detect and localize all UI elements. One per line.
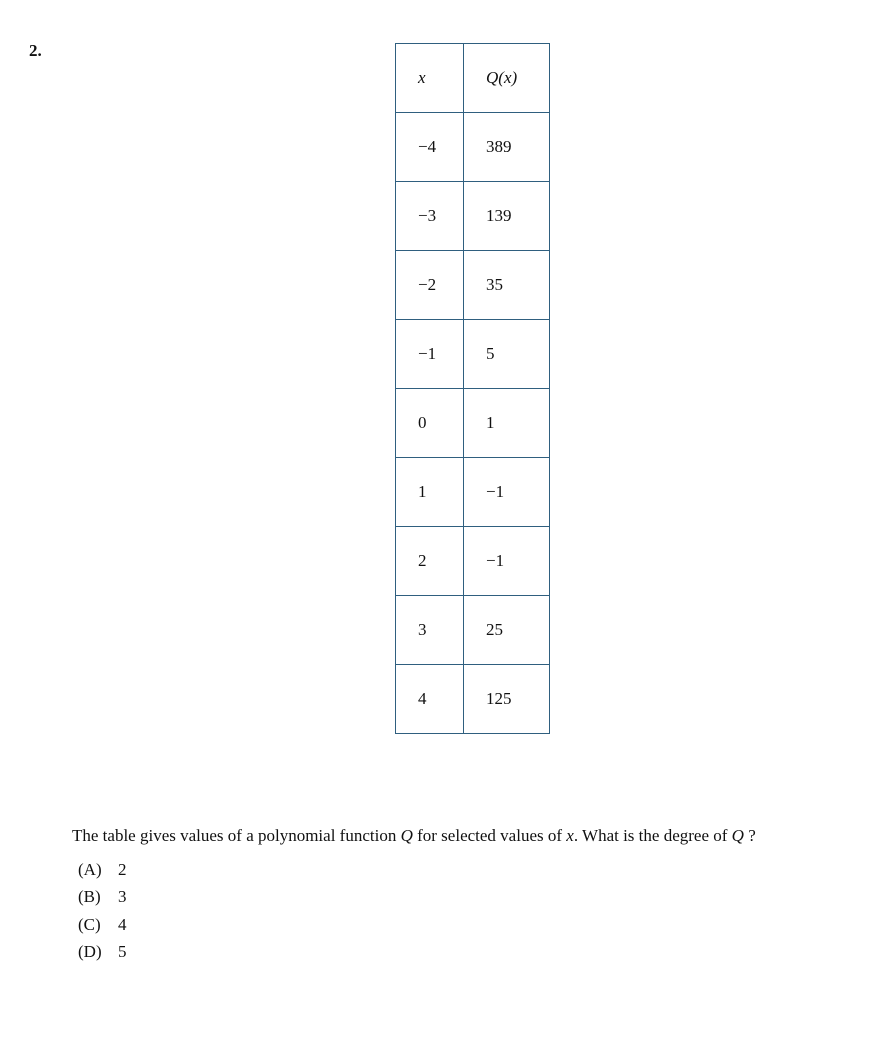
table-row [396, 596, 550, 665]
answer-choices [78, 856, 127, 966]
cell-q: −1 [464, 527, 550, 596]
table-header-row [396, 44, 550, 113]
choice-letter: (C) [78, 914, 101, 934]
cell-x: −3 [396, 182, 464, 251]
question-text [72, 826, 756, 846]
table-row [396, 458, 550, 527]
choice-letter: (B) [78, 887, 101, 907]
cell-x: 2 [396, 527, 464, 596]
table-row [396, 665, 550, 734]
cell-x: −1 [396, 320, 464, 389]
choice-value: 2 [118, 859, 127, 879]
choice-letter: (A) [78, 859, 102, 879]
choice-letter: (D) [78, 942, 102, 962]
cell-x: −2 [396, 251, 464, 320]
cell-x: 3 [396, 596, 464, 665]
answer-choice-b[interactable] [78, 884, 127, 912]
cell-q: 125 [464, 665, 550, 734]
cell-q: −1 [464, 458, 550, 527]
table-row [396, 527, 550, 596]
answer-choice-c[interactable] [78, 911, 127, 939]
choice-value: 3 [118, 887, 127, 907]
choice-value: 5 [118, 942, 127, 962]
value-table [395, 43, 550, 734]
variable-q: Q [400, 826, 413, 845]
question-number: 2. [29, 41, 42, 60]
cell-q: 1 [464, 389, 550, 458]
cell-x: 4 [396, 665, 464, 734]
question-text-part: for selected values of [412, 826, 567, 845]
table-row [396, 320, 550, 389]
cell-q: 139 [464, 182, 550, 251]
answer-choice-a[interactable] [78, 856, 127, 884]
answer-choice-d[interactable] [78, 939, 127, 967]
table-row [396, 182, 550, 251]
choice-value: 4 [118, 914, 127, 934]
header-q: Q(x) [464, 44, 550, 113]
table-row [396, 389, 550, 458]
question-text-part: The table gives values of a polynomial function [72, 826, 401, 845]
table-row [396, 251, 550, 320]
variable-x: x [566, 826, 574, 845]
cell-x: 0 [396, 389, 464, 458]
table-row [396, 113, 550, 182]
cell-q: 389 [464, 113, 550, 182]
cell-q: 35 [464, 251, 550, 320]
cell-x: 1 [396, 458, 464, 527]
cell-q: 25 [464, 596, 550, 665]
question-text-part: ? [743, 826, 756, 845]
variable-q: Q [731, 826, 744, 845]
header-x: x [396, 44, 464, 113]
cell-x: −4 [396, 113, 464, 182]
cell-q: 5 [464, 320, 550, 389]
question-text-part: . What is the degree of [573, 826, 732, 845]
